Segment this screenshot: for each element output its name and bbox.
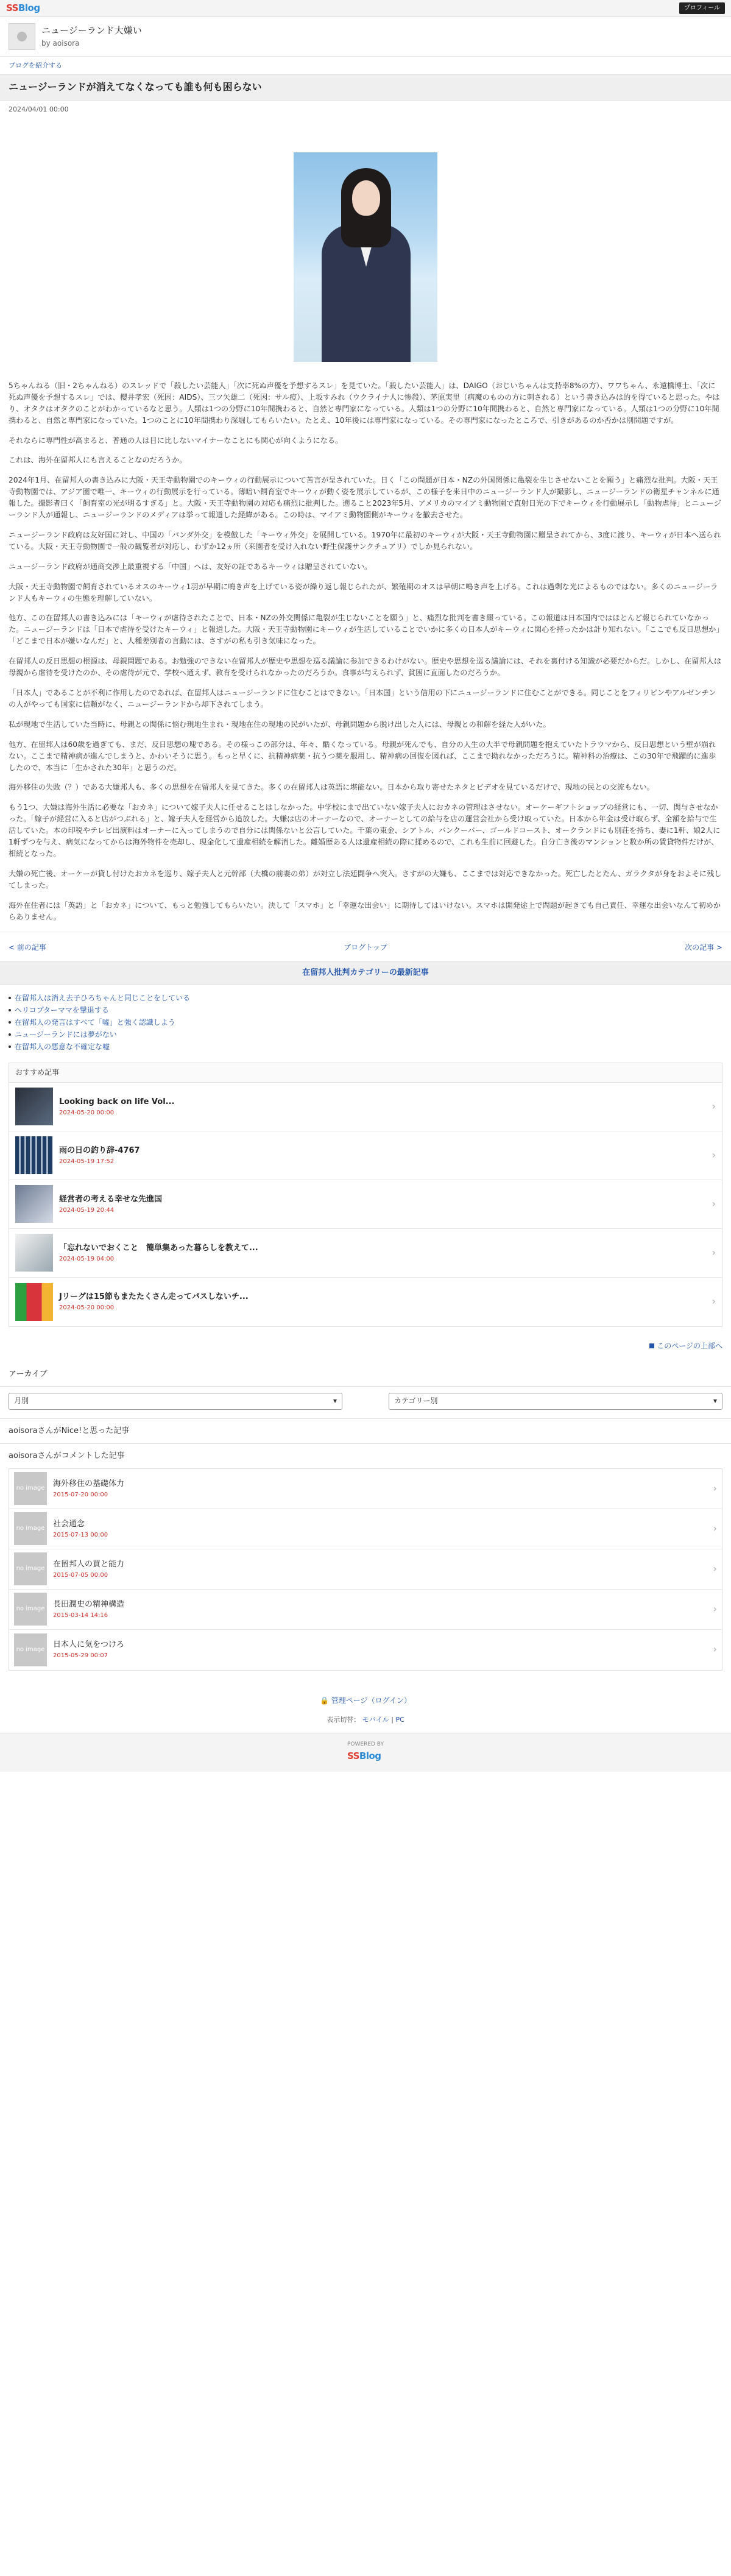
article-body xyxy=(0,380,731,923)
admin-login-label: 管理ページ（ログイン） xyxy=(331,1696,411,1705)
category-list xyxy=(0,985,731,1058)
recommended-date: 2024-05-19 20:44 xyxy=(59,1206,115,1214)
paragraph: それならに専門性が高まると、普通の人は目に比しないマイナーなことにも関心が向くようになる。 xyxy=(9,436,343,445)
recommended-date: 2024-05-20 00:00 xyxy=(59,1109,115,1116)
paragraph: 大嫌の死亡後、オーケーが貸し付けたおカネを巡り、嫁子夫人と元幹部（大橋の前妻の弟）が対立し法廷闘争へ突入。さすがの大嫌も、ここまでは対応できなかった。死亡したとたん、ガラクタが身をおよそに残してしまった。 xyxy=(9,869,722,890)
thumbnail-image xyxy=(15,1136,53,1174)
category-article-link[interactable]: 在留邦人の発言はすべて「噓」と強く認識しよう xyxy=(15,1017,175,1027)
recommended-item[interactable] xyxy=(9,1131,722,1180)
admin-login-link[interactable] xyxy=(320,1696,411,1705)
comment-article-date: 2015-03-14 14:16 xyxy=(53,1612,108,1619)
comment-article-date: 2015-07-05 00:00 xyxy=(53,1571,108,1579)
bullet-icon xyxy=(9,1021,11,1024)
logo-prefix: SS xyxy=(6,2,18,13)
recommended-name: 雨の日の釣り辞-4767 xyxy=(59,1145,140,1155)
recommended-date: 2024-05-20 00:00 xyxy=(59,1304,115,1312)
month-select[interactable] xyxy=(9,1393,342,1410)
lock-icon: 🔒 xyxy=(320,1696,329,1705)
article-date: 2024/04/01 00:00 xyxy=(9,105,69,113)
paragraph: ニュージーランド政府が通商交渉上最重視する「中国」へは、友好の証であるキーウィは贈呈されていない。 xyxy=(9,562,372,571)
chevron-right-icon: › xyxy=(712,1100,716,1112)
chevron-right-icon: › xyxy=(713,1562,717,1574)
paragraph: 2024年1月、在留邦人の書き込みに大阪・天王寺動物園でのキーウィの行動展示について苦言が呈されていた。日く「この問題が日本・NZの外国関係に亀裂を生じさせないことを願う」と痛烈な批判。大阪・天王寺動物園では、アジア圏で唯一、キーウィの行動展示を行っている。薄暗い飼育室でキーウィが動く姿を展示しているが、この様子を来日中のニュージーランド人が撮影し、ニュージーランドの衛星チャンネルに通報した。撮影者曰く「飼育室の光が明るすぎる」と。大阪・天王寺動物園の対応も痛烈に批判した。遡ること2023年5月、アメリカのマイアミ動物園で直射日光の下でキーウィを行動展示し「動物虐待」とニュージーランド人が通報し、ニュージーランドのメディアは挙って報道した経緯がある。この時は、マイアミ動物園側がキーウィを撤去させた。 xyxy=(9,476,721,520)
chevron-down-icon: ▾ xyxy=(713,1396,717,1406)
no-image-thumbnail: no image xyxy=(14,1633,47,1666)
list-item[interactable] xyxy=(9,1590,722,1630)
category-article-link[interactable]: 在留邦人は消え去子ひろちゃんと同じことをしている xyxy=(15,993,191,1002)
category-article-link[interactable]: ヘリコプターママを撃退する xyxy=(15,1005,109,1014)
list-item xyxy=(9,992,722,1004)
chevron-right-icon: › xyxy=(713,1643,717,1655)
category-select-value: カテゴリー別 xyxy=(394,1396,438,1406)
square-icon xyxy=(649,1343,654,1348)
no-image-thumbnail: no image xyxy=(14,1472,47,1505)
month-select-value: 月別 xyxy=(14,1396,29,1406)
comment-article-date: 2015-07-20 00:00 xyxy=(53,1491,108,1498)
recommended-date: 2024-05-19 17:52 xyxy=(59,1158,115,1165)
chevron-right-icon: › xyxy=(712,1246,716,1258)
thumbnail-image xyxy=(15,1088,53,1125)
category-header[interactable]: 在留邦人批判カテゴリーの最新記事 xyxy=(0,961,731,985)
article-title: ニュージーランドが消えてなくなっても誰も何も困らない xyxy=(0,74,731,101)
page-top-link[interactable] xyxy=(649,1342,722,1350)
profile-button[interactable]: プロフィール xyxy=(679,2,725,15)
comment-article-date: 2015-07-13 00:00 xyxy=(53,1531,108,1538)
paragraph: ニュージーランド政府は友好国に対し、中国の「パンダ外交」を模倣した「キーウィ外交」を展開している。1970年に最初のキーウィが大阪・天王寺動物園に贈呈されてから、3度に渡り、キーウィが日本へ送られている。大阪・天王寺動物園で一般の観覧者が対応し、わずか12ヵ所（来園者を受け入れない野生保護サンクチュアリ）でしか見られない。 xyxy=(9,530,721,551)
recommended-item[interactable] xyxy=(9,1180,722,1229)
mobile-link[interactable]: モバイル xyxy=(362,1716,389,1724)
list-item xyxy=(9,1041,722,1053)
list-item[interactable] xyxy=(9,1630,722,1670)
archive-selects xyxy=(0,1387,731,1418)
chevron-right-icon: › xyxy=(713,1602,717,1615)
bullet-icon xyxy=(9,1033,11,1036)
comment-article-name: 長田潤史の精神構造 xyxy=(53,1599,125,1609)
nice-title: aoisoraさんがNice!と思った記事 xyxy=(0,1418,731,1443)
recommended-name: Looking back on life Vol... xyxy=(59,1097,175,1106)
no-image-thumbnail: no image xyxy=(14,1552,47,1585)
comment-article-name: 社会通念 xyxy=(53,1519,85,1529)
thumbnail-image xyxy=(15,1185,53,1223)
commented-articles xyxy=(9,1468,722,1671)
no-image-thumbnail: no image xyxy=(14,1512,47,1545)
recommended-articles xyxy=(9,1063,722,1327)
paragraph: もう1つ、大嫌は海外生活に必要な「おカネ」について嫁子夫人に任せることはしなかった。中学校にまで出ていない嫁子夫人におカネの管理はさせない。オーケーギフトショップの経営にも、一切、関与させなかった。「嫁子が経営に入ると店がつぶれる」と、嫁子夫人を経営から追放した。大嫌は店のオーナーなので、オーナーとしての給与を店の運営会社から受け取っていた。日本から年金は受け取らず、全額を給与で生活していた。本の印税やテレビ出演料はオーナーに入ってしまうので自分には関係ないと公言していた。千葉の東金、シアトル、バンクーバー、ゴールドコースト、オークランドにも別荘を持ち、妻に1軒、娘2人に1軒ずつを与え、病気になってからは海外物件を売却し、現金化して遺産相続を解消した。離婚歴ある人は遺産相続の際に揉めるので、これも生前に回避した。自分亡き後のマンションと数か所の賃貸物件だけが、相続となった。 xyxy=(9,803,721,858)
footer-logo: SS Blog xyxy=(347,1750,381,1762)
paragraph: これは、海外在留邦人にも言えることなのだろうか。 xyxy=(9,456,187,465)
comment-article-name: 日本人に気をつけろ xyxy=(53,1640,125,1650)
recommended-name: 経営者の考える幸せな先進国 xyxy=(59,1194,163,1204)
avatar[interactable] xyxy=(9,23,35,50)
chevron-right-icon: › xyxy=(713,1482,717,1494)
blog-title[interactable]: ニュージーランド大嫌い xyxy=(41,25,142,37)
chevron-down-icon: ▾ xyxy=(333,1396,337,1406)
top-bar xyxy=(0,0,731,17)
thumbnail-image xyxy=(15,1283,53,1321)
no-image-thumbnail: no image xyxy=(14,1593,47,1626)
chevron-right-icon: › xyxy=(712,1148,716,1161)
category-article-link[interactable]: ニュージーランドには夢がない xyxy=(15,1030,117,1039)
chevron-right-icon: › xyxy=(713,1522,717,1534)
list-item[interactable] xyxy=(9,1469,722,1509)
paragraph: 他方、この在留邦人の書き込みには「キーウィが虐待されたことで、日本・NZの外交関係に亀裂が生じないことを願う」と、痛烈な批判を書き綴っている。この報道は日本国内ではほとんど報じられていなかった。ニュージーランドは「日本で虐待を受けたキーウィ」と報道した。大阪・天王寺動物園にキーウィが生活していることでいかに多くの日本人がキーウィに関心を持ったかは計り知れない。「ここでも反日思想か」「どこまで日本が嫌いなんだ」と、人種差別者の言動には、さすがの私も引き気味になった。 xyxy=(9,614,720,646)
recommended-name: 「忘れないでおくこと 簡単集あった暮らしを教えて... xyxy=(59,1243,258,1253)
next-article-link[interactable]: 次の記事 > xyxy=(685,943,722,952)
paragraph: 海外在住者には「英語」と「おカネ」について、もっと勉強してもらいたい。決して「スマホ」と「幸運な出会い」に期待してはいけない。スマホは開発途上で問題が起きても自己責任、幸運な出会いなんて初めからありません。 xyxy=(9,901,721,921)
list-item xyxy=(9,1004,722,1016)
chevron-right-icon: › xyxy=(712,1197,716,1209)
author-name[interactable]: by aoisora xyxy=(41,39,80,48)
thumbnail-image xyxy=(15,1234,53,1272)
powered-label: POWERED BY xyxy=(347,1741,384,1748)
comment-article-name: 在留邦人の買と能力 xyxy=(53,1559,125,1569)
article-photo xyxy=(294,152,437,362)
prev-article-link[interactable]: < 前の記事 xyxy=(9,943,46,952)
article-pager xyxy=(0,932,731,962)
category-article-link[interactable]: 在留邦人の悪意な不確定な嘘 xyxy=(15,1042,110,1051)
display-switch xyxy=(0,1714,731,1732)
category-select[interactable] xyxy=(389,1393,722,1410)
comment-article-name: 海外移住の基礎体力 xyxy=(53,1479,125,1488)
blog-header xyxy=(0,17,731,56)
list-item xyxy=(9,1028,722,1041)
comment-article-date: 2015-05-29 00:07 xyxy=(53,1652,108,1660)
footer xyxy=(0,1733,731,1772)
list-item[interactable] xyxy=(9,1509,722,1549)
paragraph: 他方、在留邦人は60歳を過ぎても、まだ、反日思想の塊である。その様っこの部分は、年々、酷くなっている。母親が死んでも、自分の人生の大半で母親問題を抱えていたトラウマから、反日思想という壁が崩れない。ここまで精神病が進んでしまうと、かわいそうに思う。もっと早くに、抗精神病薬・抗うつ薬を服用し、精神病の回復を図れば、ここまで拗れなかっただろうに。精神科の治療は、この30年で飛躍的に進歩したので、本当に「生かされた30年」と思うのだ。 xyxy=(9,740,716,772)
pc-link[interactable]: PC xyxy=(395,1716,404,1724)
recommended-item[interactable] xyxy=(9,1229,722,1278)
recommended-item[interactable] xyxy=(9,1083,722,1131)
paragraph: 5ちゃんねる（旧・2ちゃんねる）のスレッドで「殺したい芸能人」「次に死ぬ声優を予想するスレ」を見ていた。「殺したい芸能人」は、DAIGO（おじいちゃんは支持率8%の方）、ワワちゃん、永遠橋博士、「次に死ぬ声優を予想するスレ」では、櫻井孝宏（死因：AIDS）、三ツ矢雄二（死因：サル痘）、上坂すみれ（ウクライナ人に惨殺）、茅原実里（病魔のものの方に刺される）という書き込みは的を得ていると思った。やはり、オタクはオタクのことがわかっているなと思う。人類は1つの分野に10年間携わると、自然と専門家になっている。人類は1つの分野に10年間携わると、自然と専門家になっている。人類は1つの分野に10年間携わると、自然と専門家になっていた。1つのことに10年間携わり深堀してもらいたい。たとえ、10年後には専門家になっている。その専門家になったところで、引きがあるのか否かは別問題ですが。 xyxy=(9,381,720,425)
bullet-icon xyxy=(9,997,11,999)
blog-top-link[interactable]: ブログトップ xyxy=(344,943,387,952)
recommended-title: おすすめ記事 xyxy=(9,1063,722,1083)
bullet-icon xyxy=(9,1009,11,1011)
avatar-icon xyxy=(17,32,27,41)
recommended-name: Jリーグは15節もまたたくさん走ってパスしないチ... xyxy=(59,1292,249,1302)
introduce-blog-link[interactable]: ブログを紹介する xyxy=(9,62,62,69)
list-item xyxy=(9,1016,722,1028)
paragraph: 私が現地で生活していた当時に、母親との関係に悩む現地生まれ・現地在住の現地の民がいたが、母親問題から脱け出した人には、母親との和解を経た人がいた。 xyxy=(9,720,551,729)
powered-by[interactable] xyxy=(347,1741,384,1763)
paragraph: 海外移住の失敗（？）である大嫌邦人も、多くの思想を在留邦人を見てきた。多くの在留邦人は英語に堪能ない。日本から取り寄せたネタとビデオを見ているだけで、現地の民との交流もない。 xyxy=(9,783,654,792)
logo-suffix: Blog xyxy=(18,2,40,13)
chevron-right-icon: › xyxy=(712,1295,716,1307)
paragraph: 「日本人」であることが不利に作用したのであれば、在留邦人はニュージーランドに住むことはできない。「日本国」という信用の下にニュージーランドに住むことができる。同じことをフィリピンやアルゼンチンの人がやっても国家に信頼がなく、ニュージーランドから却下されてしまう。 xyxy=(9,688,716,709)
bullet-icon xyxy=(9,1046,11,1048)
list-item[interactable] xyxy=(9,1549,722,1590)
paragraph: 在留邦人の反日思想の根源は、母親問題である。お勉強のできない在留邦人が歴史や思想を巡る議論に参加できるわけがない。歴史や思想を巡る議論には、それを裏付ける知識が必要だからだ。しかし、在留邦人は母親から虐待を受けたのか、その虐待が元で、学校へ通えず、教育を受けられなかったのだろうか。食事が与えられず、貧困に直面したのだろうか。 xyxy=(9,657,721,678)
recommended-date: 2024-05-19 04:00 xyxy=(59,1255,115,1262)
separator: | xyxy=(391,1716,394,1724)
page-top-label: このページの上部へ xyxy=(657,1341,722,1350)
recommended-item[interactable] xyxy=(9,1278,722,1326)
paragraph: 大阪・天王寺動物園で飼育されているオスのキーウィ1羽が早期に鳴き声を上げている姿が繰り返し報じられたが、繁殖期のオスは早朝に鳴き声を上げる。これは過剰な光によるものではない。多くのニュージーランド人もキーウィの生態を理解していない。 xyxy=(9,582,718,603)
comment-title: aoisoraさんがコメントした記事 xyxy=(0,1443,731,1468)
ssblog-logo[interactable] xyxy=(6,1,40,15)
display-label: 表示切替： xyxy=(327,1716,361,1724)
archive-title: アーカイブ xyxy=(0,1364,731,1386)
